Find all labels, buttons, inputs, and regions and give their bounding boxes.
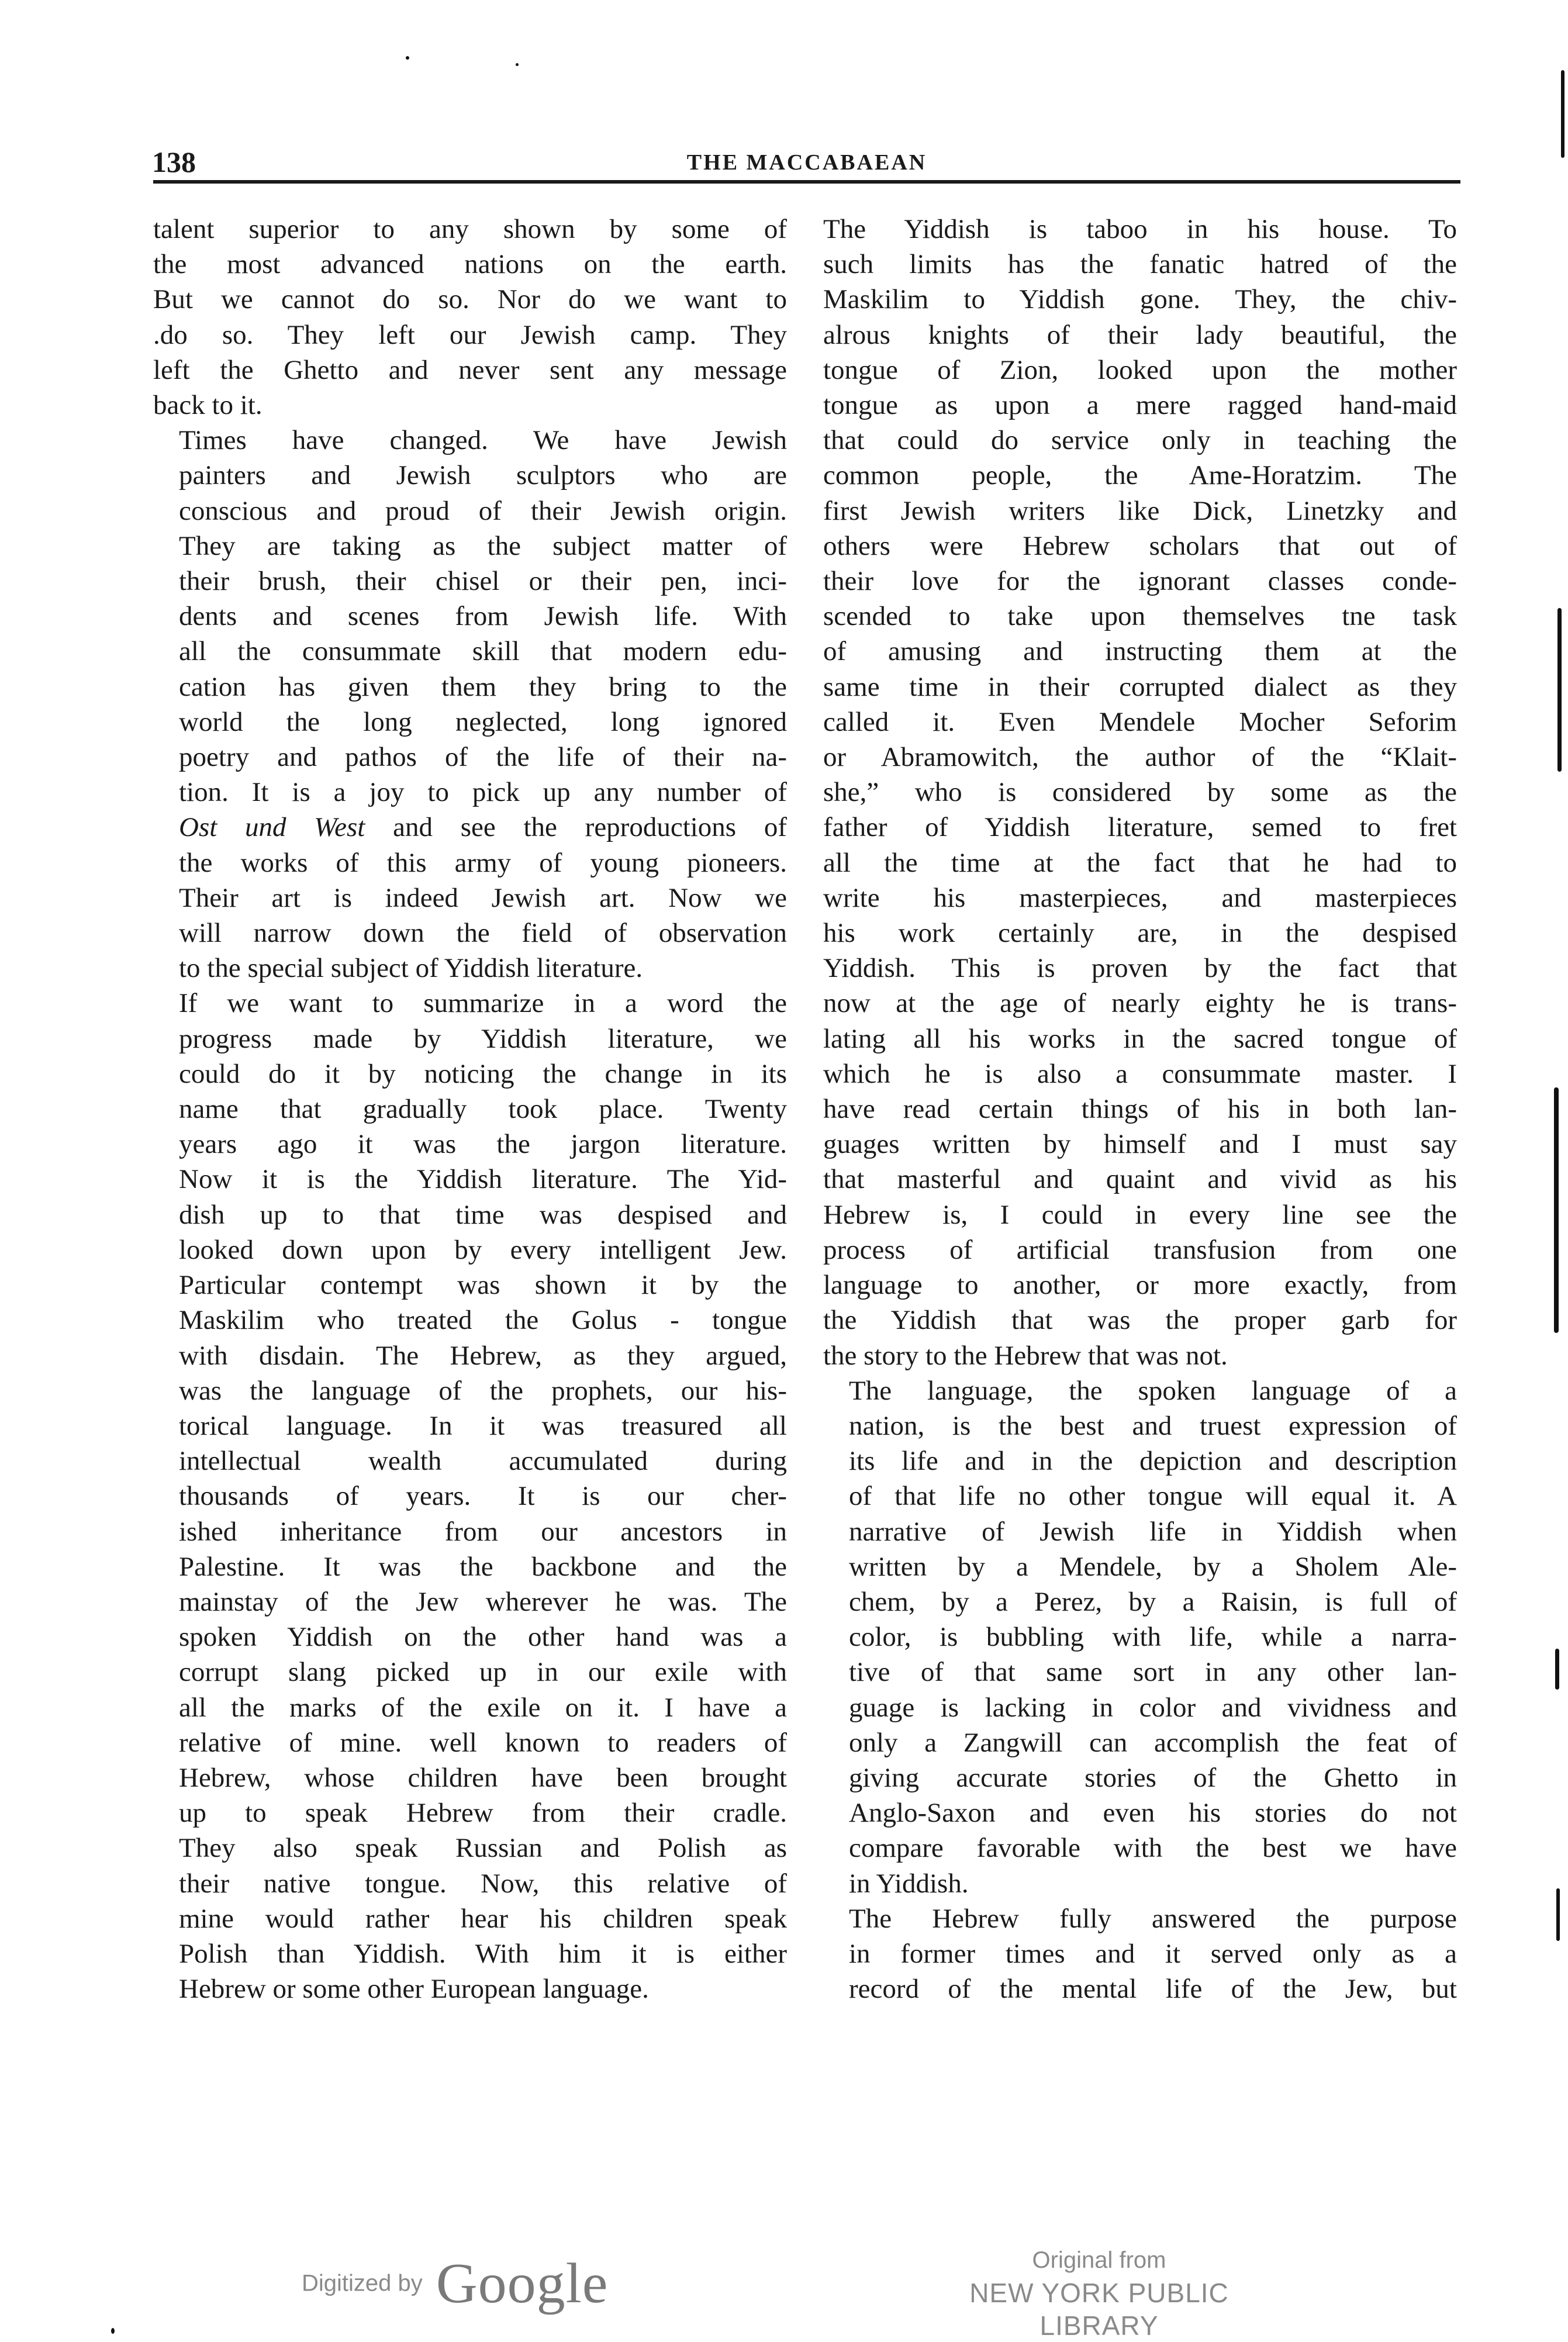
text-line: all the marks of the exile on it. I have a bbox=[179, 1692, 787, 1723]
text-line: could do it by noticing the change in its bbox=[179, 1058, 787, 1089]
text-line: scended to take upon themselves tne task bbox=[823, 601, 1457, 632]
page-header bbox=[152, 145, 1462, 182]
text-line: the most advanced nations on the earth. bbox=[153, 249, 787, 280]
text-line: process of artificial transfusion from one bbox=[823, 1234, 1457, 1265]
text-line: The Yiddish is taboo in his house. To bbox=[823, 214, 1457, 244]
text-line: Maskilim to Yiddish gone. They, the chiv- bbox=[823, 284, 1457, 315]
text-line: written by a Mendele, by a Sholem Ale- bbox=[849, 1551, 1457, 1582]
text-line: Their art is indeed Jewish art. Now we bbox=[179, 882, 787, 913]
text-line: tive of that same sort in any other lan- bbox=[849, 1657, 1457, 1688]
text-line: the story to the Hebrew that was not. bbox=[823, 1340, 1228, 1371]
text-line: the works of this army of young pioneers. bbox=[179, 847, 787, 878]
text-line: left the Ghetto and never sent any message bbox=[153, 354, 787, 385]
text-line: nation, is the best and truest expression of bbox=[849, 1410, 1457, 1441]
library-name: NEW YORK PUBLIC LIBRARY bbox=[969, 2278, 1229, 2341]
text-line: talent superior to any shown by some of bbox=[153, 214, 787, 244]
right-column-paragraph bbox=[823, 1373, 1457, 1901]
original-from-text: Original from bbox=[1032, 2247, 1166, 2273]
text-line: Hebrew, whose children have been brought bbox=[179, 1762, 787, 1793]
text-line: called it. Even Mendele Mocher Seforim bbox=[823, 706, 1457, 737]
text-line: corrupt slang picked up in our exile with bbox=[179, 1657, 787, 1688]
text-line: record of the mental life of the Jew, but bbox=[849, 1974, 1457, 2005]
text-line: relative of mine. well known to readers of bbox=[179, 1727, 787, 1758]
text-line: name that gradually took place. Twenty bbox=[179, 1094, 787, 1125]
text-line: which he is also a consummate master. I bbox=[823, 1058, 1457, 1089]
text-line: thousands of years. It is our cher- bbox=[179, 1481, 787, 1512]
text-line: will narrow down the field of observation bbox=[179, 918, 787, 949]
text-line: spoken Yiddish on the other hand was a bbox=[179, 1622, 787, 1653]
text-line: Hebrew is, I could in every line see the bbox=[823, 1199, 1457, 1230]
text-line: Now it is the Yiddish literature. The Yid- bbox=[179, 1164, 787, 1195]
google-logo: Google bbox=[436, 2252, 609, 2315]
text-line: mine would rather hear his children speak bbox=[179, 1903, 787, 1934]
source-library-watermark bbox=[912, 2244, 1286, 2342]
text-line: their brush, their chisel or their pen, inci- bbox=[179, 566, 787, 597]
page-edge-mark bbox=[1557, 608, 1562, 772]
text-line: all the time at the fact that he had to bbox=[823, 847, 1457, 878]
text-line: looked down upon by every intelligent Jew. bbox=[179, 1234, 787, 1265]
text-line: their love for the ignorant classes conde- bbox=[823, 566, 1457, 597]
text-line: ished inheritance from our ancestors in bbox=[179, 1516, 787, 1547]
text-line: first Jewish writers like Dick, Linetzky and bbox=[823, 495, 1457, 526]
text-line: giving accurate stories of the Ghetto in bbox=[849, 1762, 1457, 1793]
text-line: They also speak Russian and Polish as bbox=[179, 1833, 787, 1864]
left-column-paragraph bbox=[153, 986, 787, 2006]
text-line: in former times and it served only as a bbox=[849, 1938, 1457, 1969]
scan-speck bbox=[406, 56, 409, 60]
text-line: tion. It is a joy to pick up any number of bbox=[179, 777, 787, 808]
running-head: THE MACCABAEAN bbox=[686, 150, 927, 175]
text-line: with disdain. The Hebrew, as they argued, bbox=[179, 1340, 787, 1371]
text-line: in Yiddish. bbox=[849, 1868, 969, 1899]
text-line: compare favorable with the best we have bbox=[849, 1833, 1457, 1864]
text-line: dish up to that time was despised and bbox=[179, 1199, 787, 1230]
text-line: tongue as upon a mere ragged hand-maid bbox=[823, 390, 1457, 421]
text-line: was the language of the prophets, our his- bbox=[179, 1375, 787, 1406]
text-line: of amusing and instructing them at the bbox=[823, 636, 1457, 667]
text-line: mainstay of the Jew wherever he was. The bbox=[179, 1586, 787, 1617]
text-line: the Yiddish that was the proper garb for bbox=[823, 1305, 1457, 1336]
left-column-paragraph bbox=[153, 212, 787, 423]
text-line: They are taking as the subject matter of bbox=[179, 530, 787, 561]
left-column-paragraph bbox=[153, 423, 787, 986]
left-column bbox=[153, 212, 787, 2006]
text-line: only a Zangwill can accomplish the feat of bbox=[849, 1727, 1457, 1758]
text-line: years ago it was the jargon literature. bbox=[179, 1129, 787, 1160]
text-line: to the special subject of Yiddish literature. bbox=[179, 953, 643, 984]
text-line: guages written by himself and I must say bbox=[823, 1129, 1457, 1160]
scan-speck bbox=[516, 63, 519, 66]
digitized-by-watermark bbox=[302, 2251, 608, 2316]
text-line: others were Hebrew scholars that out of bbox=[823, 530, 1457, 561]
page-edge-mark bbox=[1555, 1649, 1559, 1690]
text-line: have read certain things of his in both lan- bbox=[823, 1094, 1457, 1125]
text-line: Maskilim who treated the Golus - tongue bbox=[179, 1305, 787, 1336]
journal-title: Ost und West bbox=[179, 812, 365, 843]
text-line: The Hebrew fully answered the purpose bbox=[849, 1903, 1457, 1934]
text-line: language to another, or more exactly, from bbox=[823, 1270, 1457, 1301]
text-line: or Abramowitch, the author of the “Klait- bbox=[823, 742, 1457, 773]
page-edge-mark bbox=[1554, 1087, 1559, 1333]
page-edge-mark bbox=[1561, 70, 1564, 158]
text-line: dents and scenes from Jewish life. With bbox=[179, 601, 787, 632]
header-rule bbox=[153, 180, 1460, 184]
text-line: lating all his works in the sacred tongue of bbox=[823, 1023, 1457, 1054]
text-line: she,” who is considered by some as the bbox=[823, 777, 1457, 808]
text-line: same time in their corrupted dialect as they bbox=[823, 671, 1457, 702]
text-line: Particular contempt was shown it by the bbox=[179, 1270, 787, 1301]
text-line: Hebrew or some other European language. bbox=[179, 1974, 649, 2005]
text-line: such limits has the fanatic hatred of the bbox=[823, 249, 1457, 280]
text-line: now at the age of nearly eighty he is trans- bbox=[823, 988, 1457, 1019]
text-line: color, is bubbling with life, while a narra- bbox=[849, 1622, 1457, 1653]
text-line: The language, the spoken language of a bbox=[849, 1375, 1457, 1406]
text-line: progress made by Yiddish literature, we bbox=[179, 1023, 787, 1054]
text-line: If we want to summarize in a word the bbox=[179, 988, 787, 1019]
text-line: his work certainly are, in the despised bbox=[823, 918, 1457, 949]
text-line: Times have changed. We have Jewish bbox=[179, 425, 787, 456]
text-line: poetry and pathos of the life of their na- bbox=[179, 742, 787, 773]
text-line: up to speak Hebrew from their cradle. bbox=[179, 1798, 787, 1829]
text-line: Ost und West and see the reproductions of bbox=[179, 812, 788, 843]
right-column-paragraph bbox=[823, 1901, 1457, 2007]
text-line: Yiddish. This is proven by the fact that bbox=[823, 953, 1457, 984]
text-line: torical language. In it was treasured all bbox=[179, 1410, 787, 1441]
text-line: conscious and proud of their Jewish origin. bbox=[179, 495, 787, 526]
text-line: painters and Jewish sculptors who are bbox=[179, 460, 787, 491]
text-line: tongue of Zion, looked upon the mother bbox=[823, 354, 1457, 385]
text-line: cation has given them they bring to the bbox=[179, 671, 787, 702]
text-line: all the consummate skill that modern edu- bbox=[179, 636, 787, 667]
text-line: of that life no other tongue will equal it. A bbox=[849, 1481, 1457, 1512]
text-line: back to it. bbox=[153, 390, 263, 421]
right-column bbox=[823, 212, 1457, 2006]
text-line: common people, the Ame-Horatzim. The bbox=[823, 460, 1457, 491]
text-line: Anglo-Saxon and even his stories do not bbox=[849, 1798, 1457, 1829]
text-line: narrative of Jewish life in Yiddish when bbox=[849, 1516, 1457, 1547]
scan-speck bbox=[111, 2328, 115, 2334]
digitized-by-text: Digitized by bbox=[302, 2270, 423, 2296]
text-line: their native tongue. Now, this relative of bbox=[179, 1868, 787, 1899]
page-edge-mark bbox=[1556, 1888, 1560, 1941]
text-line: its life and in the depiction and description bbox=[849, 1446, 1457, 1477]
text-line: that masterful and quaint and vivid as his bbox=[823, 1164, 1457, 1195]
text-line: father of Yiddish literature, semed to fret bbox=[823, 812, 1457, 843]
right-column-paragraph bbox=[823, 212, 1457, 1373]
text-line: that could do service only in teaching the bbox=[823, 425, 1457, 456]
page-number: 138 bbox=[152, 146, 196, 178]
text-line: intellectual wealth accumulated during bbox=[179, 1446, 787, 1477]
text-line: But we cannot do so. Nor do we want to bbox=[153, 284, 787, 315]
text-line: write his masterpieces, and masterpieces bbox=[823, 882, 1457, 913]
text-line: alrous knights of their lady beautiful, the bbox=[823, 319, 1457, 350]
text-line: guage is lacking in color and vividness and bbox=[849, 1692, 1457, 1723]
text-line: chem, by a Perez, by a Raisin, is full of bbox=[849, 1586, 1457, 1617]
text-line: .do so. They left our Jewish camp. They bbox=[153, 319, 787, 350]
text-line: Polish than Yiddish. With him it is either bbox=[179, 1938, 787, 1969]
text-line: Palestine. It was the backbone and the bbox=[179, 1551, 787, 1582]
text-line: world the long neglected, long ignored bbox=[179, 706, 787, 737]
